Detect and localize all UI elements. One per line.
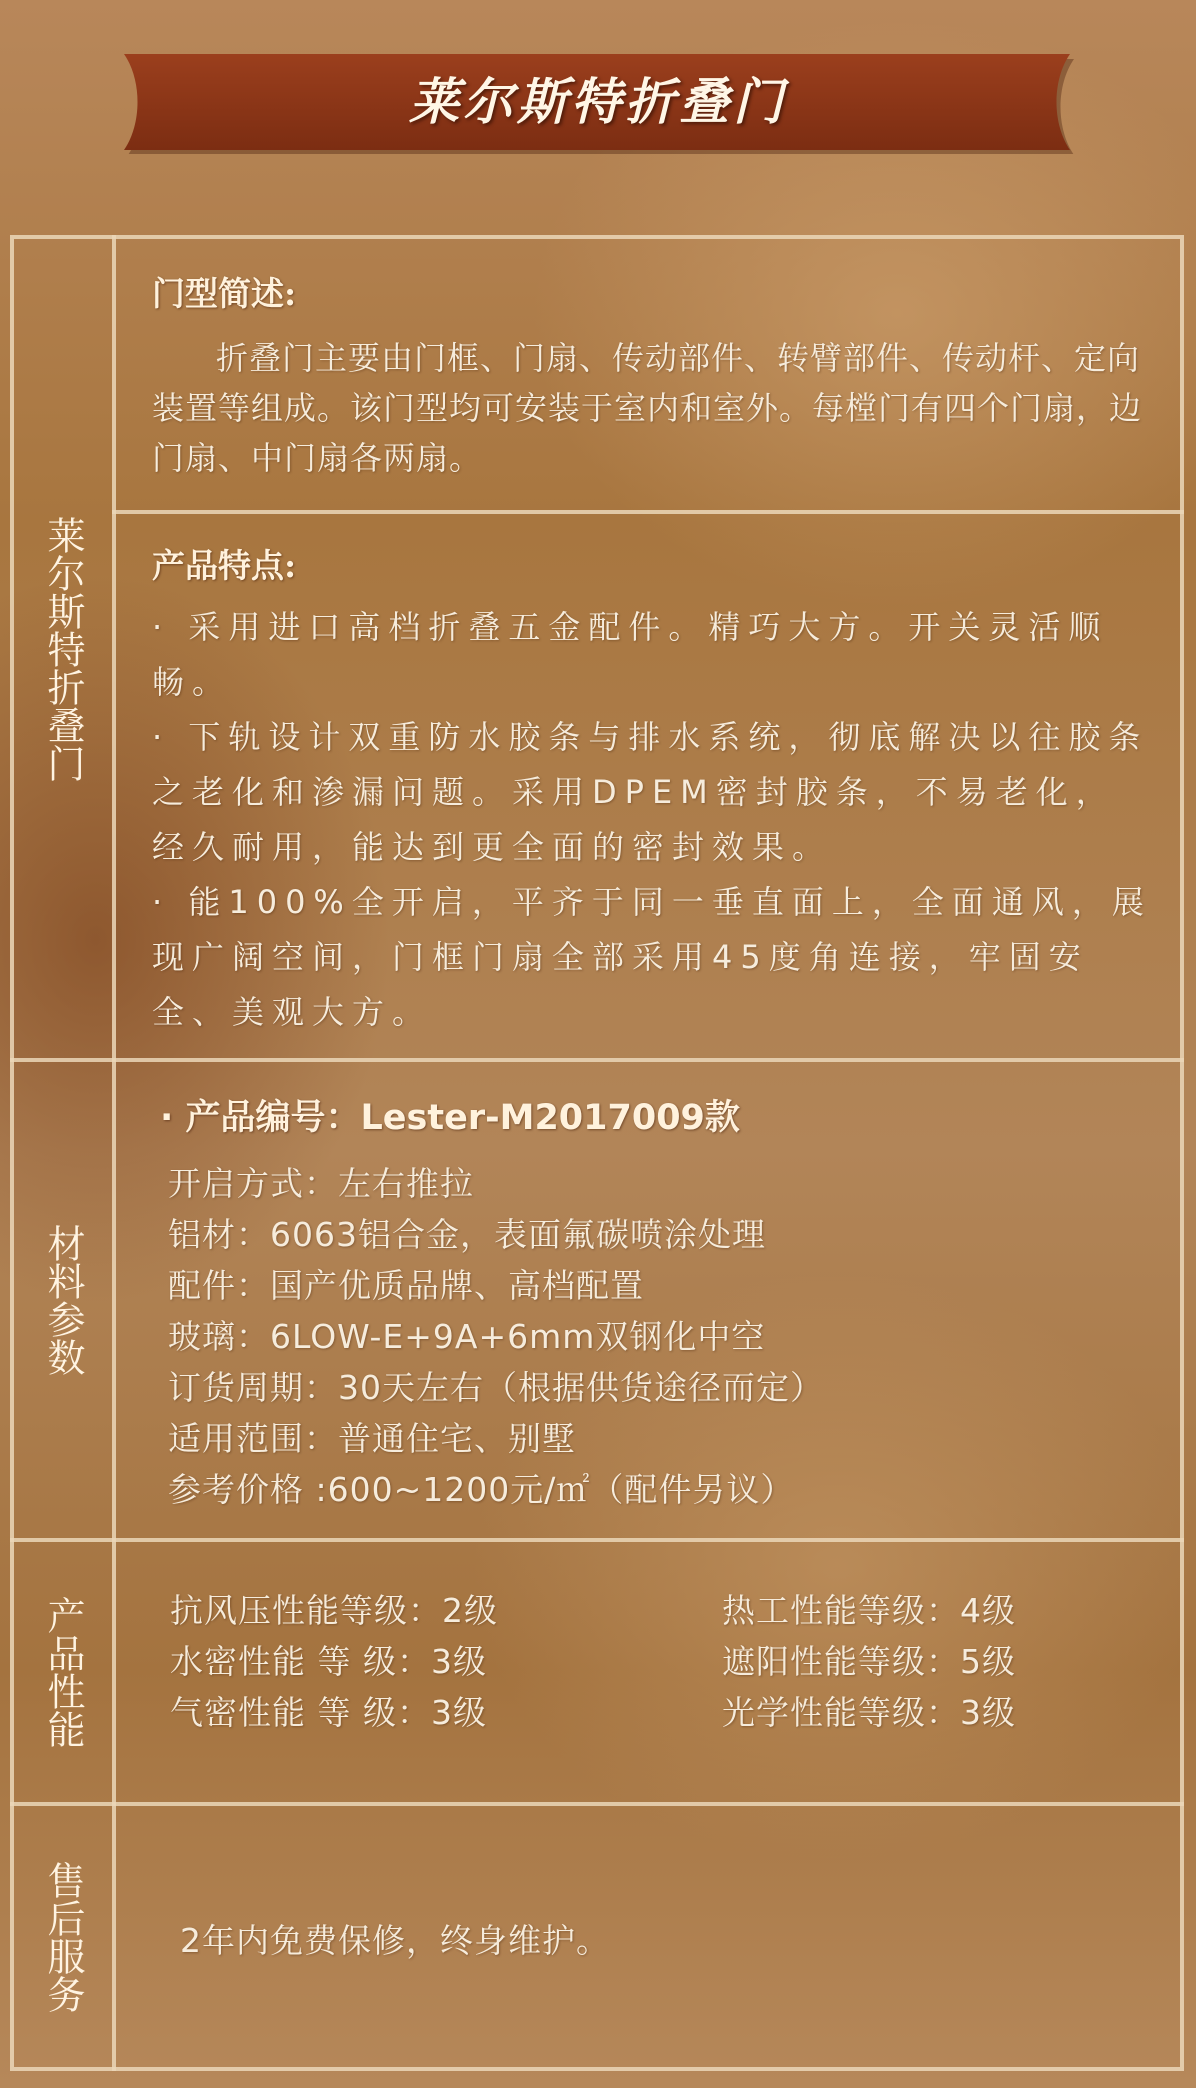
spec-line: 玻璃：6LOW-E+9A+6mm双钢化中空 [168, 1317, 766, 1356]
product-code: · 产品编号：Lester-M2017009款 [160, 1098, 740, 1138]
spec-line: 订货周期：30天左右（根据供货途径而定） [168, 1368, 824, 1407]
performance-rating: 热工性能等级：4级 [722, 1591, 1016, 1630]
section-divider-performance [10, 1538, 1184, 1542]
title-banner [118, 50, 1078, 154]
spec-line: 铝材：6063铝合金，表面氟碳喷涂处理 [168, 1215, 766, 1254]
section-label-performance: 产品性能 [41, 1596, 85, 1748]
feature-item: · 能100%全开启，平齐于同一垂直面上，全面通风，展现广阔空间，门框门扇全部采用45度角连接，牢固安全、美观大方。 [152, 883, 1152, 1031]
service-text: 2年内免费保修，终身维护。 [180, 1921, 610, 1960]
performance-rating: 光学性能等级：3级 [722, 1693, 1016, 1732]
intro-text: 折叠门主要由门框、门扇、传动部件、转臂部件、传动杆、定向装置等组成。该门型均可安装于室内和室外。每樘门有四个门扇，边门扇、中门扇各两扇。 [152, 339, 1143, 477]
spec-line: 适用范围：普通住宅、别墅 [168, 1419, 576, 1458]
spec-line: 配件：国产优质品牌、高档配置 [168, 1266, 644, 1305]
performance-right-column [722, 1585, 1016, 1738]
features-heading: 产品特点: [152, 546, 297, 585]
intro-features-divider [112, 510, 1184, 514]
performance-rating: 遮阳性能等级：5级 [722, 1642, 1016, 1681]
intro-heading: 门型简述: [152, 274, 297, 313]
performance-rating: 抗风压性能等级：2级 [170, 1591, 498, 1630]
materials-spec-list [168, 1158, 824, 1515]
performance-left-column [170, 1585, 498, 1738]
performance-rating: 气密性能 等 级：3级 [170, 1693, 487, 1732]
performance-rating: 水密性能 等 级：3级 [170, 1642, 487, 1681]
section-label-materials: 材料参数 [41, 1224, 85, 1376]
page-title: 莱尔斯特折叠门 [409, 72, 787, 131]
section-divider-materials [10, 1058, 1184, 1062]
spec-line: 参考价格 :600~1200元/㎡（配件另议） [168, 1470, 795, 1509]
section-divider-service [10, 1802, 1184, 1806]
section-label-service: 售后服务 [41, 1860, 85, 2013]
feature-item: · 下轨设计双重防水胶条与排水系统，彻底解决以往胶条之老化和渗漏问题。采用DPEM密封胶条，不易老化，经久耐用，能达到更全面的密封效果。 [152, 718, 1149, 866]
section-label-intro: 莱尔斯特折叠门 [41, 515, 85, 782]
features-list [152, 600, 1152, 1040]
spec-line: 开启方式：左右推拉 [168, 1164, 474, 1203]
feature-item: · 采用进口高档折叠五金配件。精巧大方。开关灵活顺畅。 [152, 608, 1109, 701]
